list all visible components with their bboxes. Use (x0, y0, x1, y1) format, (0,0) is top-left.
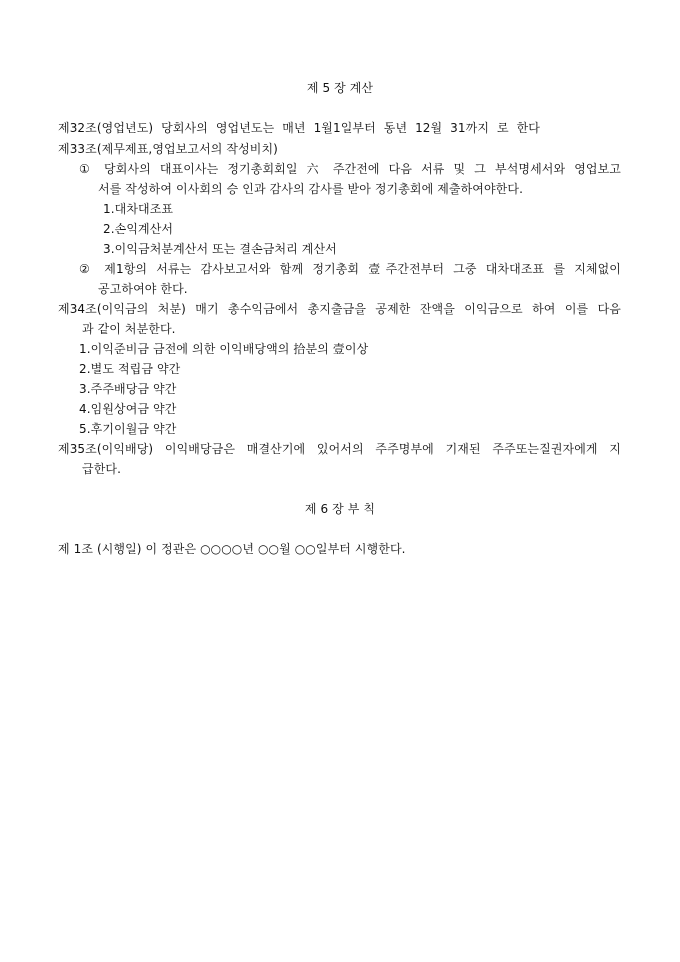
chapter-5-title: 제 5 장 계산 (306, 81, 374, 95)
article-35-line-2: 급한다. (82, 462, 121, 476)
supplementary-article-1: 제 1조 (시행일) 이 정관은 ○○○○년 ○○월 ○○일부터 시행한다. (58, 542, 406, 556)
article-33-item: 1.대차대조표 (103, 202, 174, 216)
article-34-line-2: 과 같이 처분한다. (82, 322, 176, 336)
article-33-item: 3.이익금처분계산서 또는 결손금처리 계산서 (103, 242, 337, 256)
article-34-item: 1.이익준비금 금전에 의한 이익배당액의 拾분의 壹이상 (79, 342, 369, 356)
article-33-paragraph-2-line-2: 공고하여야 한다. (98, 282, 188, 296)
article-33-paragraph-2-line-1: ② 제1항의 서류는 감사보고서와 함께 정기총회 壹주간전부터 그중 대차대조표 를 지체없이 (79, 262, 621, 276)
article-34-item: 5.후기이월금 약간 (79, 422, 177, 436)
article-33-item: 2.손익계산서 (103, 222, 174, 236)
article-35-line-1: 제35조(이익배당) 이익배당금은 매결산기에 있어서의 주주명부에 기재된 주주또는질권자에게 지 (58, 442, 621, 456)
article-33-paragraph-1-line-2: 서를 작성하여 이사회의 승 인과 감사의 감사를 받아 정기총회에 제출하여야한다. (98, 182, 523, 196)
chapter-6-title: 제 6 장 부 칙 (304, 502, 376, 516)
article-32: 제32조(영업년도) 당회사의 영업년도는 매년 1월1일부터 동년 12월 31까지 로 한다 (58, 121, 540, 135)
article-34-item: 2.별도 적립금 약간 (79, 362, 181, 376)
article-33-heading: 제33조(제무제표,영업보고서의 작성비치) (58, 142, 278, 156)
article-34-line-1: 제34조(이익금의 처분) 매기 총수익금에서 총지출금을 공제한 잔액을 이익금으로 하여 이를 다음 (58, 302, 621, 316)
article-34-item: 4.임원상여금 약간 (79, 402, 177, 416)
article-34-item: 3.주주배당금 약간 (79, 382, 177, 396)
article-33-paragraph-1-line-1: ① 당회사의 대표이사는 정기총회회일 六 주간전에 다음 서류 및 그 부석명세서와 영업보고 (79, 162, 621, 176)
